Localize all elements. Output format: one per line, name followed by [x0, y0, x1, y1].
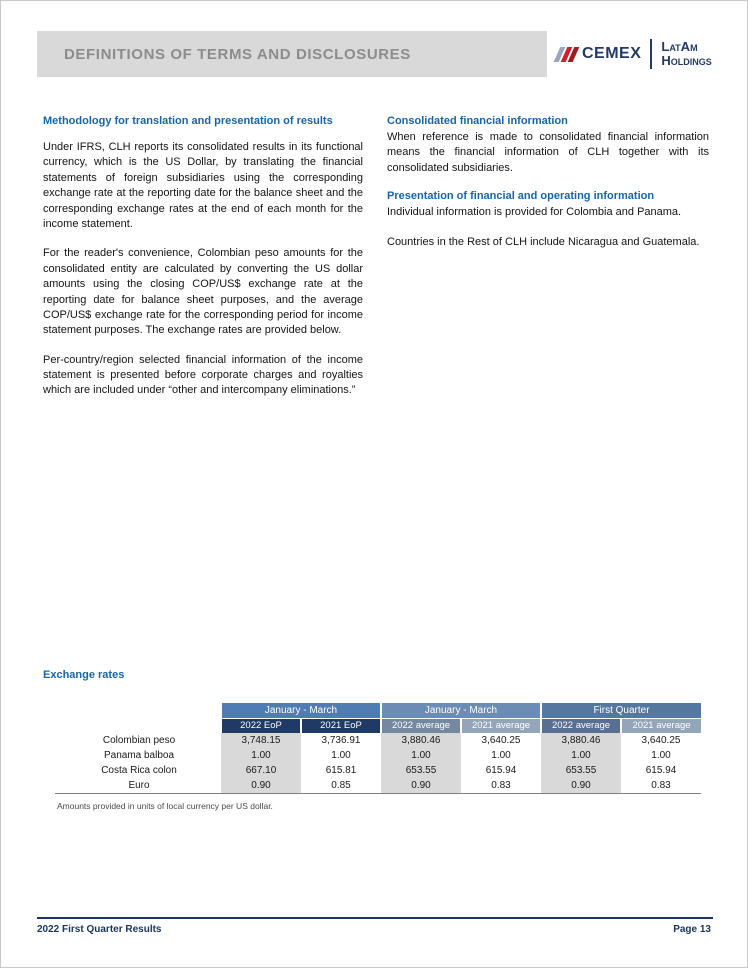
cell: 1.00: [541, 748, 621, 763]
cell: 0.85: [301, 778, 381, 793]
empty-corner-cell: [55, 718, 221, 733]
cell: 3,640.25: [641, 735, 681, 746]
cemex-wordmark: CEMEX: [582, 45, 642, 62]
cell: 653.55: [381, 763, 461, 778]
group-header-january-march-eop: January - March: [221, 703, 381, 718]
latam-holdings-wordmark: [661, 40, 711, 69]
latam-line: LatAm: [661, 38, 698, 54]
paragraph: Per-country/region selected financial information of the income statement is presented before corporate charges and royalties which are included under “other and intercompany eliminations.”: [43, 353, 363, 397]
row-label: Costa Rica colon: [55, 763, 221, 778]
cell: 1.00: [221, 748, 301, 763]
cell: 1.00: [491, 750, 511, 761]
section-heading-methodology: Methodology for translation and presentation of results: [43, 115, 333, 127]
cell: 3,736.91: [321, 735, 361, 746]
table-row: [55, 763, 701, 778]
paragraph: When reference is made to consolidated financial information means the financial information of CLH together with its consolidated subsidiaries.: [387, 131, 709, 174]
table-row: [55, 778, 701, 793]
page-title: DEFINITIONS OF TERMS AND DISCLOSURES: [64, 45, 411, 63]
cell: 0.90: [221, 778, 301, 793]
cell: 615.81: [325, 765, 357, 776]
column-header-row: [55, 718, 701, 733]
cell: 0.90: [541, 778, 621, 793]
paragraph: Countries in the Rest of CLH include Nicaragua and Guatemala.: [387, 235, 700, 248]
cell: 3,880.46: [381, 733, 461, 748]
cell: 1.00: [331, 750, 351, 761]
column-header: 2022 average: [381, 718, 461, 733]
cell: 667.10: [221, 763, 301, 778]
column-header: 2021 EoP: [301, 718, 381, 733]
paragraph: Under IFRS, CLH reports its consolidated results in its functional currency, which is the US Dollar, by translating the financial statements of foreign subsidiaries using the corresponding exchange rate at the reporting date for the balance sheet and the corresponding exchange rates at the end of each month for the income statement.: [43, 141, 363, 230]
group-header-january-march-average: January - March: [381, 703, 541, 718]
column-header: 2021 average: [461, 718, 541, 733]
table-footnote: Amounts provided in units of local currency per US dollar.: [57, 801, 273, 811]
cell: 0.90: [381, 778, 461, 793]
brand-logo: [557, 31, 727, 77]
cell: 615.94: [645, 765, 677, 776]
cell: 3,640.25: [481, 735, 521, 746]
column-header: 2021 average: [621, 718, 701, 733]
cell: 1.00: [651, 750, 671, 761]
footer-page-number: Page 13: [673, 924, 711, 935]
paragraph: For the reader's convenience, Colombian peso amounts for the consolidated entity are calculated by converting the US dollar amounts using the closing COP/US$ exchange rate at the reporting date for balance sheet purposes, and the average COP/US$ exchange rate for the corresponding period for income statement purposes. The exchange rates are provided below.: [43, 247, 363, 337]
page-header-bar: [37, 31, 547, 77]
cell: 653.55: [541, 763, 621, 778]
holdings-line: Holdings: [661, 53, 712, 68]
footer-divider: [37, 917, 713, 919]
cell: 0.83: [621, 778, 701, 793]
cell: 3,748.15: [221, 733, 301, 748]
column-header: 2022 average: [541, 718, 621, 733]
paragraph: Individual information is provided for Colombia and Panama.: [387, 206, 682, 219]
methodology-section: [43, 115, 363, 413]
group-header-row: [55, 703, 701, 718]
row-label: Euro: [55, 778, 221, 793]
cell: 1.00: [381, 748, 461, 763]
group-header-first-quarter: First Quarter: [541, 703, 701, 718]
section-heading-exchange-rates: Exchange rates: [43, 669, 125, 681]
footer-report-title: 2022 First Quarter Results: [37, 924, 162, 935]
cell: 3,880.46: [541, 733, 621, 748]
cell: 0.83: [461, 778, 541, 793]
empty-corner-cell: [55, 703, 221, 718]
cemex-slashes-icon: [557, 47, 576, 62]
table-row: [55, 748, 701, 763]
row-label: Panama balboa: [55, 748, 221, 763]
section-heading-consolidated-info: Consolidated financial information: [387, 115, 568, 127]
cell: 615.94: [485, 765, 517, 776]
table-row: [55, 733, 701, 748]
section-heading-presentation-info: Presentation of financial and operating information: [387, 190, 655, 203]
cemex-logo: [557, 45, 641, 63]
row-label: Colombian peso: [55, 733, 221, 748]
column-header: 2022 EoP: [221, 718, 301, 733]
disclosures-section: [387, 115, 709, 264]
logo-divider: [650, 39, 652, 69]
exchange-rates-table: [55, 703, 701, 794]
